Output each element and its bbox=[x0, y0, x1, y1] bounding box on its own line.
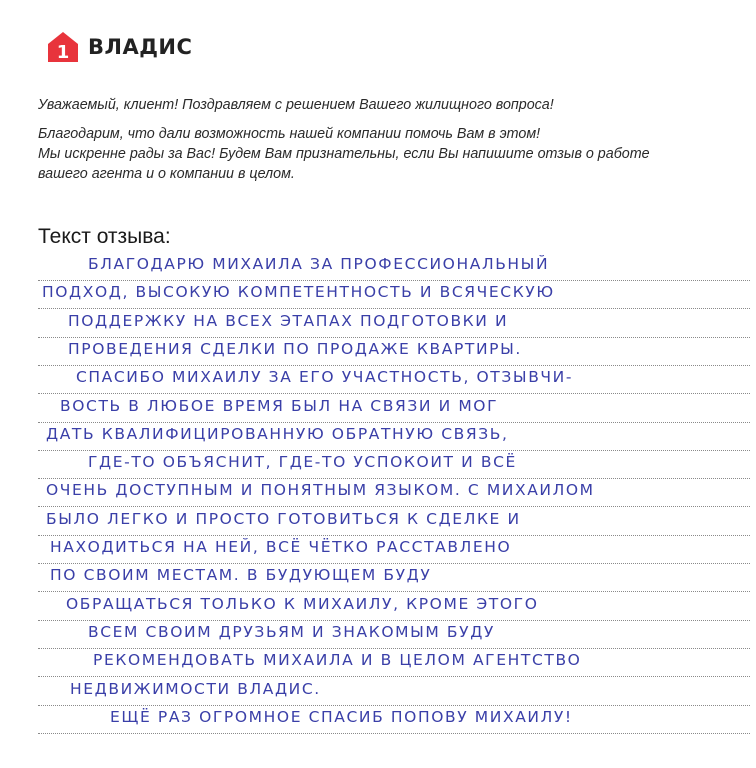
review-line: ВОСТЬ В ЛЮБОЕ ВРЕМЯ БЫЛ НА СВЯЗИ И МОГ bbox=[60, 396, 499, 415]
review-line: РЕКОМЕНДОВАТЬ МИХАИЛА И В ЦЕЛОМ АГЕНТСТВО bbox=[93, 651, 582, 670]
ruled-line bbox=[38, 733, 750, 734]
intro-line: Благодарим, что дали возможность нашей компании помочь Вам в этом! bbox=[38, 126, 541, 142]
review-line: ПО СВОИМ МЕСТАМ. В БУДУЮЩЕМ БУДУ bbox=[50, 566, 432, 585]
review-line: НЕДВИЖИМОСТИ ВЛАДИС. bbox=[70, 679, 321, 698]
review-line: ОБРАЩАТЬСЯ ТОЛЬКО К МИХАИЛУ, КРОМЕ ЭТОГО bbox=[66, 594, 539, 613]
review-line: ЕЩЁ РАЗ ОГРОМНОЕ СПАСИБ ПОПОВУ МИХАИЛУ! bbox=[110, 707, 573, 726]
greeting: Уважаемый, клиент! Поздравляем с решением Вашего жилищного вопроса! bbox=[38, 97, 554, 113]
review-line: ГДЕ-ТО ОБЪЯСНИТ, ГДЕ-ТО УСПОКОИТ И ВСЁ bbox=[88, 453, 517, 472]
intro-line: вашего агента и о компании в целом. bbox=[38, 166, 295, 182]
brand-logo bbox=[46, 30, 192, 64]
svg-text:1: 1 bbox=[56, 42, 70, 63]
review-line: СПАСИБО МИХАИЛУ ЗА ЕГО УЧАСТНОСТЬ, ОТЗЫВЧИ- bbox=[76, 368, 574, 387]
review-line: ВСЕМ СВОИМ ДРУЗЬЯМ И ЗНАКОМЫМ БУДУ bbox=[88, 622, 495, 641]
review-line: НАХОДИТЬСЯ НА НЕЙ, ВСЁ ЧЁТКО РАССТАВЛЕНО bbox=[50, 538, 512, 556]
review-line: ПОДДЕРЖКУ НА ВСЕХ ЭТАПАХ ПОДГОТОВКИ И bbox=[68, 311, 509, 330]
review-line: БЛАГОДАРЮ МИХАИЛА ЗА ПРОФЕССИОНАЛЬНЫЙ bbox=[88, 255, 550, 273]
review-line: БЫЛО ЛЕГКО И ПРОСТО ГОТОВИТЬСЯ К СДЕЛКЕ И bbox=[46, 509, 521, 528]
review-line: ПРОВЕДЕНИЯ СДЕЛКИ ПО ПРОДАЖЕ КВАРТИРЫ. bbox=[68, 339, 522, 358]
house-badge-icon bbox=[46, 30, 80, 64]
brand-name: ВЛАДИС bbox=[88, 35, 193, 59]
review-line: ДАТЬ КВАЛИФИЦИРОВАННУЮ ОБРАТНУЮ СВЯЗЬ, bbox=[46, 424, 509, 443]
review-line: ОЧЕНЬ ДОСТУПНЫМ И ПОНЯТНЫМ ЯЗЫКОМ. С МИХАИЛОМ bbox=[46, 481, 595, 500]
intro-line: Мы искренне рады за Вас! Будем Вам признательны, если Вы напишите отзыв о работе bbox=[38, 146, 650, 162]
intro-text bbox=[38, 95, 718, 184]
review-line: ПОДХОД, ВЫСОКУЮ КОМПЕТЕНТНОСТЬ И ВСЯЧЕСКУЮ bbox=[42, 283, 555, 302]
review-title: Текст отзыва: bbox=[38, 225, 171, 248]
